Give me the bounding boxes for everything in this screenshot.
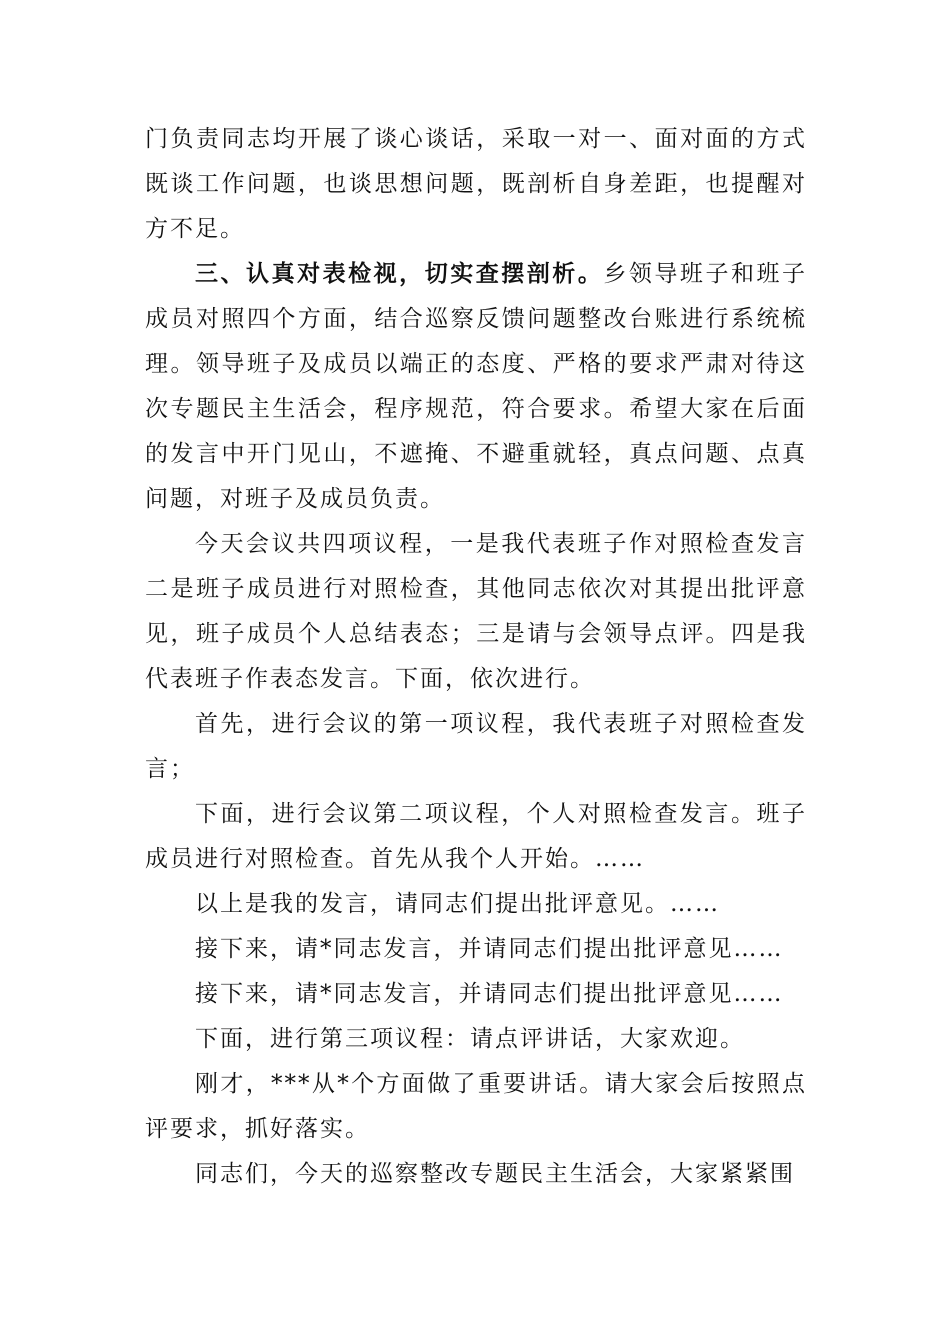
document-body bbox=[145, 117, 807, 1197]
paragraph-next-speaker: 接下来，请*同志发言，并请同志们提出批评意见…… bbox=[195, 981, 784, 1007]
paragraph-agenda-item-2: 下面，进行会议第二项议程，个人对照检查发言。班子成员进行对照检查。首先从我个人开始。…… bbox=[145, 801, 807, 872]
paragraph-agenda-item-1: 首先，进行会议的第一项议程，我代表班子对照检查发言； bbox=[145, 711, 807, 782]
paragraph-agenda: 今天会议共四项议程，一是我代表班子作对照检查发言二是班子成员进行对照检查，其他同志依次对其提出批评意见，班子成员个人总结表态；三是请与会领导点评。四是我代表班子作表态发言。下面，依次进行。 bbox=[145, 531, 807, 692]
section-heading: 三、认真对表检视，切实查摆剖析。 bbox=[195, 261, 604, 287]
paragraph-own-speech: 以上是我的发言，请同志们提出批评意见。…… bbox=[195, 891, 720, 917]
paragraph-agenda-item-3: 下面，进行第三项议程：请点评讲话，大家欢迎。 bbox=[195, 1026, 745, 1052]
paragraph-continued: 门负责同志均开展了谈心谈话，采取一对一、面对面的方式既谈工作问题，也谈思想问题，既剖析自身差距，也提醒对方不足。 bbox=[145, 126, 807, 242]
paragraph-review-summary: 刚才，***从*个方面做了重要讲话。请大家会后按照点评要求，抓好落实。 bbox=[145, 1071, 807, 1142]
paragraph-closing: 同志们，今天的巡察整改专题民主生活会，大家紧紧围 bbox=[195, 1161, 795, 1187]
section-body-text: 乡领导班子和班子成员对照四个方面，结合巡察反馈问题整改台账进行系统梳理。领导班子及成员以端正的态度、严格的要求严肃对待这次专题民主生活会，程序规范，符合要求。希望大家在后面的发言中开门见山，不遮掩、不避重就轻，真点问题、点真问题，对班子及成员负责。 bbox=[145, 261, 808, 512]
paragraph-next-speaker: 接下来，请*同志发言，并请同志们提出批评意见…… bbox=[195, 936, 784, 962]
paragraph-section-three bbox=[145, 252, 807, 522]
